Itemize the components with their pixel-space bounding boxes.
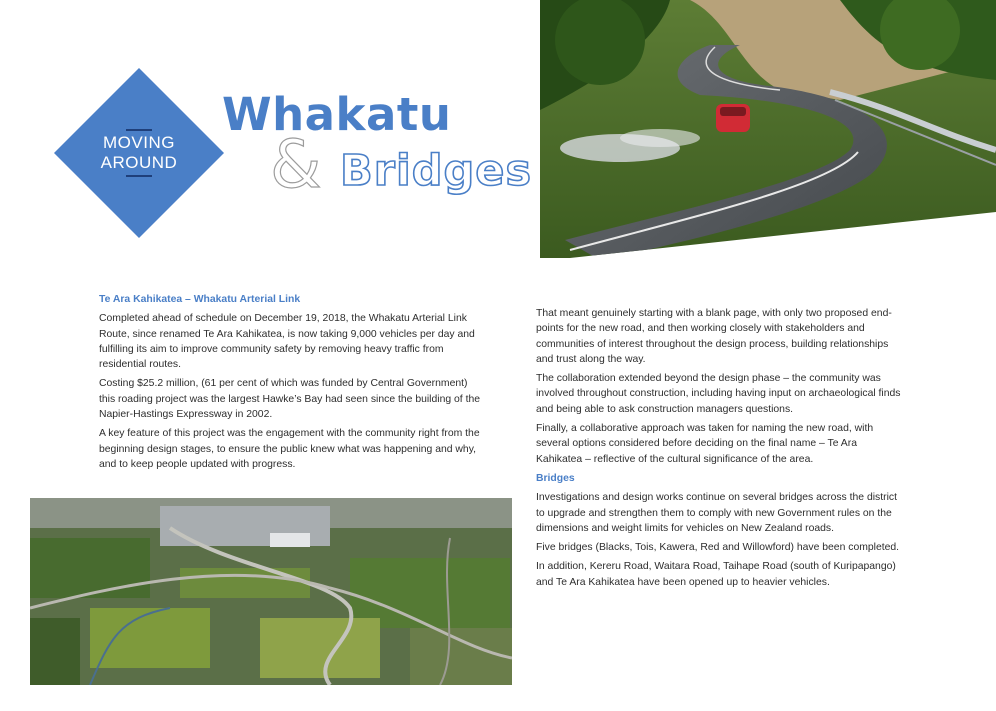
- right-paragraph-1: That meant genuinely starting with a blank page, with only two proposed end-points for the new road, and then working closely with stakeholders and communities of interest throughout the design process, building relationships and trust along the way.: [536, 308, 892, 365]
- right-text-column: [536, 306, 906, 594]
- badge-line-1: MOVING: [103, 133, 175, 152]
- aerial-arterial-route-photo: [30, 498, 512, 685]
- right-paragraph-3: Finally, a collaborative approach was taken for naming the new road, with several options considered before deciding on the final name – Te Ara Kahikatea – reflective of the cultural significance of the area.: [536, 423, 874, 465]
- title-ampersand: &: [270, 126, 322, 203]
- bridges-paragraph-2: Five bridges (Blacks, Tois, Kawera, Red and Willowford) have been completed.: [536, 542, 900, 554]
- section-heading-bridges: Bridges: [536, 472, 575, 484]
- bridges-paragraph-1: Investigations and design works continue on several bridges across the district to upgrade and strengthen them to comply with new Government rules on the dimensions and weight limits for vehicles on New Zealand roads.: [536, 492, 897, 534]
- badge-top-rule: [126, 129, 152, 131]
- winding-road-photo: [540, 0, 996, 260]
- left-paragraph-1: Completed ahead of schedule on December 19, 2018, the Whakatu Arterial Link Route, since renamed Te Ara Kahikatea, is now taking 9,000 vehicles per day and fulfilling its aim to improve community safety by removing heavy traffic from residential routes.: [99, 313, 475, 371]
- bridges-paragraph-3: In addition, Kereru Road, Waitara Road, Taihape Road (south of Kuripapango) and Te Ara Kahikatea have been opened up to heavier vehicles.: [536, 561, 896, 588]
- badge-bottom-rule: [126, 175, 152, 177]
- right-paragraph-2: The collaboration extended beyond the design phase – the community was involved throughout construction, including having input on archaeological finds and being able to ask construction managers questions.: [536, 373, 901, 415]
- left-paragraph-2: Costing $25.2 million, (61 per cent of which was funded by Central Government) this roading project was the largest Hawke’s Bay had seen since the building of the Napier-Hastings Expressway in 2002.: [99, 378, 481, 421]
- left-text-column: [99, 292, 484, 476]
- moving-around-badge: [54, 68, 224, 238]
- section-heading-te-ara-kahikatea: Te Ara Kahikatea – Whakatu Arterial Link: [99, 294, 301, 305]
- title-whakatu: Whakatu: [222, 88, 452, 141]
- title-bridges: Bridges: [340, 146, 533, 196]
- badge-line-2: AROUND: [100, 153, 178, 172]
- left-paragraph-3: A key feature of this project was the engagement with the community right from the beginning design stages, to ensure the public knew what was happening and why, and to keep people updated with progress.: [99, 428, 480, 470]
